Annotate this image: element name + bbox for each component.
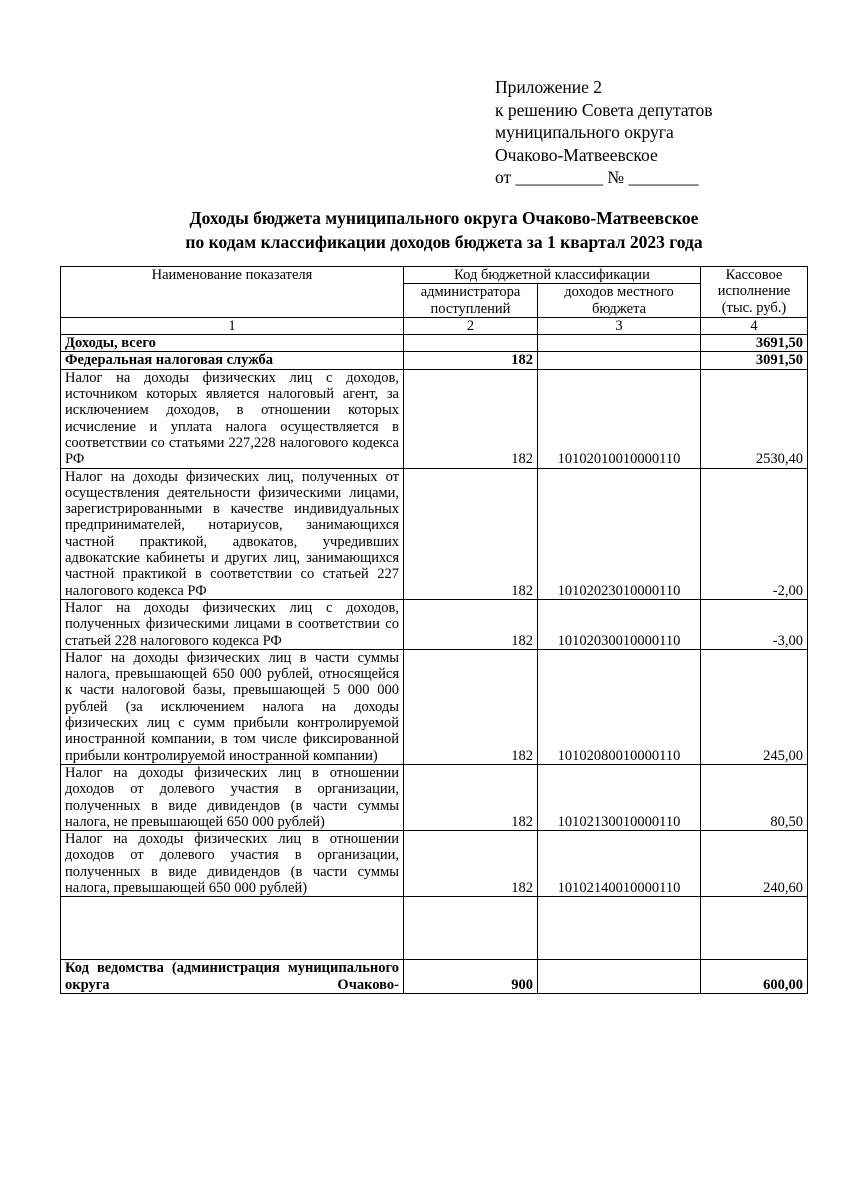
appendix-block bbox=[495, 76, 713, 189]
header-name: Наименование показателя bbox=[61, 267, 404, 318]
table-row bbox=[61, 831, 808, 897]
column-number: 2 bbox=[404, 317, 538, 334]
row-amount: -2,00 bbox=[701, 468, 808, 599]
row-admin: 182 bbox=[404, 599, 538, 649]
title-line-1: Доходы бюджета муниципального округа Очаково-Матвеевское bbox=[189, 208, 699, 228]
row-code: 10102140010000110 bbox=[538, 831, 701, 897]
empty-cell bbox=[61, 897, 404, 960]
column-number: 1 bbox=[61, 317, 404, 334]
row-name: Налог на доходы физических лиц с доходов, полученных физическими лицами в соответствии со статьей 228 налогового кодекса РФ bbox=[61, 599, 404, 649]
table-row bbox=[61, 599, 808, 649]
row-admin: 900 bbox=[404, 960, 538, 994]
appendix-line: Приложение 2 bbox=[495, 77, 603, 97]
title-line-2: по кодам классификации доходов бюджета за 1 квартал 2023 года bbox=[185, 232, 703, 252]
row-admin: 182 bbox=[404, 352, 538, 369]
row-admin: 182 bbox=[404, 649, 538, 764]
row-name: Доходы, всего bbox=[61, 335, 404, 352]
row-name: Налог на доходы физических лиц в отношении доходов от долевого участия в организации, полученных в виде дивидендов (в части суммы налога, превышающей 650 000 рублей) bbox=[61, 831, 404, 897]
row-name: Код ведомства (администрация муниципального округа Очаково- bbox=[61, 960, 404, 994]
row-amount: 240,60 bbox=[701, 831, 808, 897]
row-admin: 182 bbox=[404, 831, 538, 897]
row-code bbox=[538, 335, 701, 352]
row-code: 10102010010000110 bbox=[538, 369, 701, 468]
row-amount: 3691,50 bbox=[701, 335, 808, 352]
document-title bbox=[40, 206, 848, 254]
row-code bbox=[538, 960, 701, 994]
table-row bbox=[61, 764, 808, 830]
column-number: 3 bbox=[538, 317, 701, 334]
table-row bbox=[61, 960, 808, 994]
row-name: Федеральная налоговая служба bbox=[61, 352, 404, 369]
row-name: Налог на доходы физических лиц в части суммы налога, превышающей 650 000 рублей, относящейся к части налоговой базы, превышающей 5 000 000 рублей (за исключением налога на доходы физических лиц с сумм прибыли контролируемой иностранной компании, в том числе фиксированной прибыли контролируемой иностранной компании) bbox=[61, 649, 404, 764]
column-number: 4 bbox=[701, 317, 808, 334]
row-name: Налог на доходы физических лиц, полученных от осуществления деятельности физическими лицами, зарегистрированными в качестве индивидуальных предпринимателей, нотариусов, занимающихся частной практикой, адвокатов, учредивших адвокатские кабинеты и других лиц, занимающихся частной практикой в соответствии со статьей 227 налогового кодекса РФ bbox=[61, 468, 404, 599]
row-admin: 182 bbox=[404, 369, 538, 468]
table-row bbox=[61, 335, 808, 352]
table-spacer-row bbox=[61, 897, 808, 960]
column-number-row bbox=[61, 317, 808, 334]
row-name: Налог на доходы физических лиц с доходов, источником которых является налоговый агент, за исключением доходов, в отношении которых исчисление и уплата налога осуществляется в соответствии со статьями 227,228 налогового кодекса РФ bbox=[61, 369, 404, 468]
header-exec: Кассовое исполнение (тыс. руб.) bbox=[701, 267, 808, 318]
row-amount: 80,50 bbox=[701, 764, 808, 830]
header-income: доходов местного бюджета bbox=[538, 284, 701, 318]
income-table bbox=[60, 266, 808, 994]
row-admin: 182 bbox=[404, 764, 538, 830]
row-amount: 600,00 bbox=[701, 960, 808, 994]
row-amount: 245,00 bbox=[701, 649, 808, 764]
empty-cell bbox=[538, 897, 701, 960]
row-code bbox=[538, 352, 701, 369]
row-admin bbox=[404, 335, 538, 352]
row-code: 10102080010000110 bbox=[538, 649, 701, 764]
row-code: 10102023010000110 bbox=[538, 468, 701, 599]
appendix-line: от __________ № ________ bbox=[495, 167, 699, 187]
table-row bbox=[61, 468, 808, 599]
header-code: Код бюджетной классификации bbox=[404, 267, 701, 284]
row-amount: 2530,40 bbox=[701, 369, 808, 468]
row-name: Налог на доходы физических лиц в отношении доходов от долевого участия в организации, полученных в виде дивидендов (в части суммы налога, не превышающей 650 000 рублей) bbox=[61, 764, 404, 830]
table-row bbox=[61, 649, 808, 764]
table-row bbox=[61, 369, 808, 468]
appendix-line: муниципального округа bbox=[495, 122, 674, 142]
appendix-line: к решению Совета депутатов bbox=[495, 99, 713, 120]
empty-cell bbox=[701, 897, 808, 960]
row-amount: -3,00 bbox=[701, 599, 808, 649]
table-row bbox=[61, 352, 808, 369]
row-code: 10102030010000110 bbox=[538, 599, 701, 649]
row-amount: 3091,50 bbox=[701, 352, 808, 369]
empty-cell bbox=[404, 897, 538, 960]
table-header-row bbox=[61, 267, 808, 284]
row-code: 10102130010000110 bbox=[538, 764, 701, 830]
appendix-line: Очаково-Матвеевское bbox=[495, 144, 658, 165]
row-admin: 182 bbox=[404, 468, 538, 599]
header-admin: администратора поступлений bbox=[404, 284, 538, 318]
